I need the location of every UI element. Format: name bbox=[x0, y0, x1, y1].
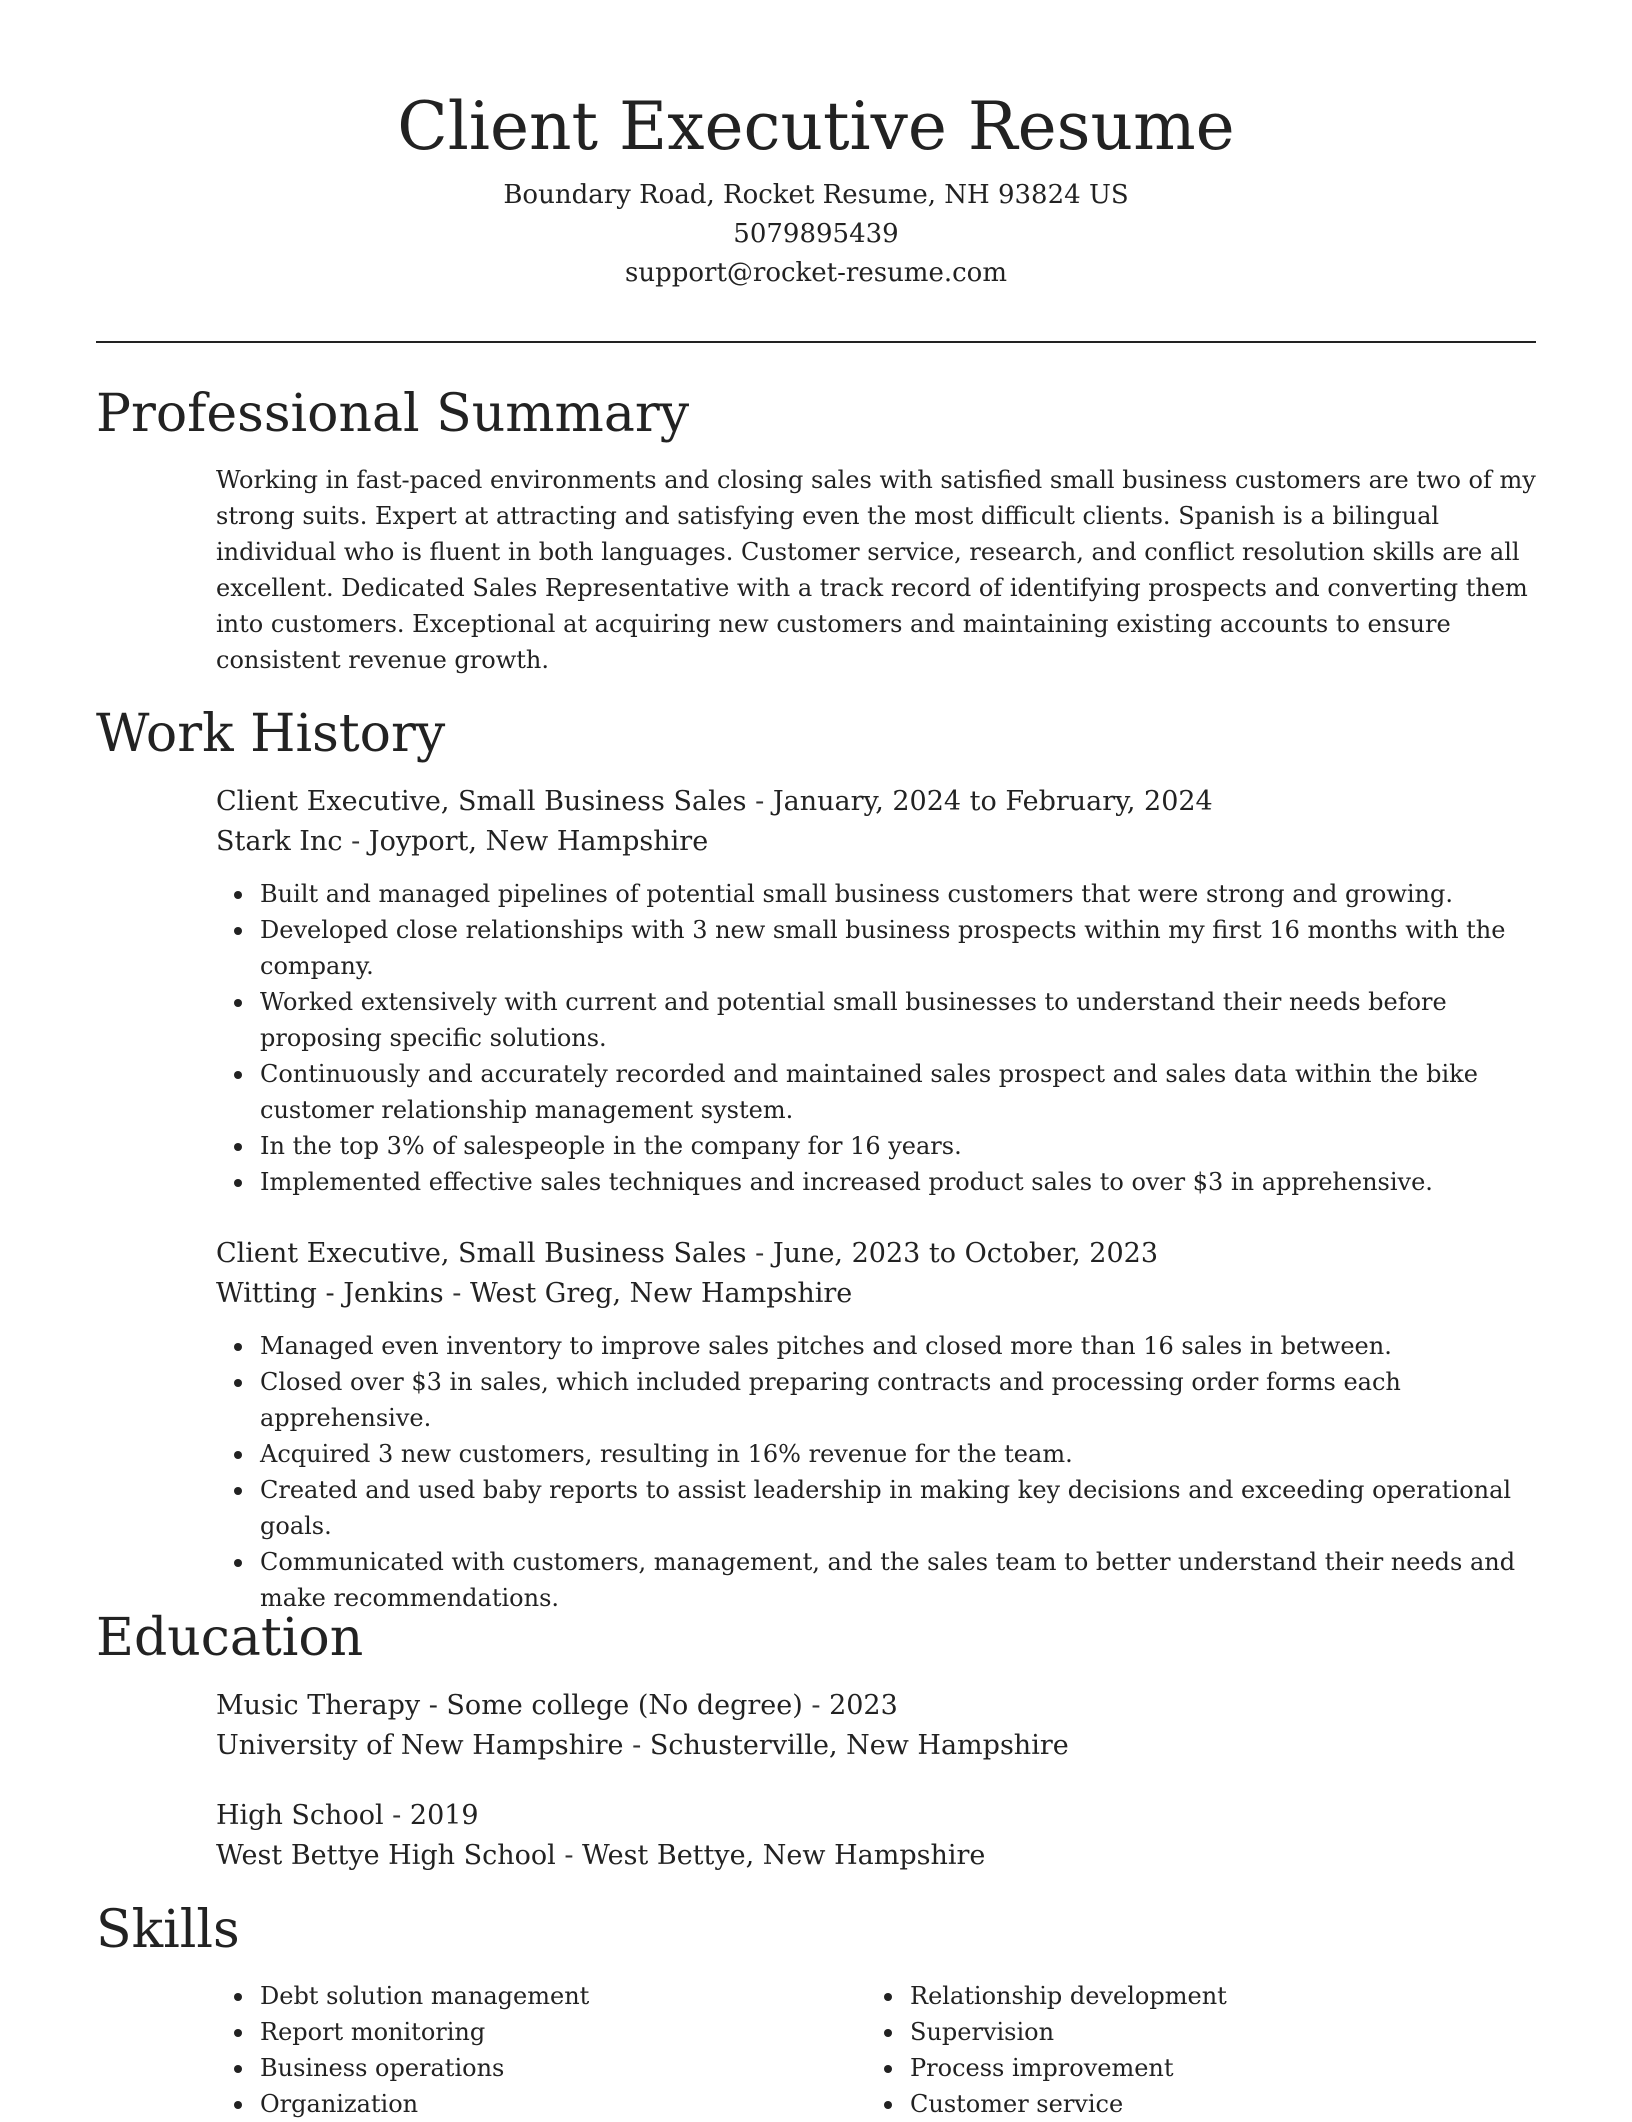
contact-address: Boundary Road, Rocket Resume, NH 93824 US bbox=[503, 180, 1129, 210]
list-item: In the top 3% of salespeople in the company for 16 years. bbox=[260, 1128, 1546, 1164]
page-title: Client Executive Resume bbox=[397, 88, 1235, 165]
summary-heading: Professional Summary bbox=[96, 384, 690, 444]
job-company: Stark Inc bbox=[216, 826, 343, 857]
education-school: University of New Hampshire bbox=[216, 1730, 624, 1761]
separator: - bbox=[443, 1278, 470, 1309]
list-item: Managed even inventory to improve sales pitches and closed more than 16 sales in between. bbox=[260, 1328, 1546, 1364]
list-item: Closed over $3 in sales, which included preparing contracts and processing order forms each apprehensive. bbox=[260, 1364, 1546, 1436]
skill-item: Process improvement bbox=[910, 2050, 1466, 2086]
separator: - bbox=[383, 1800, 410, 1831]
job-company: Witting - Jenkins bbox=[216, 1278, 444, 1309]
separator: - bbox=[802, 1690, 830, 1721]
job-location: West Greg, New Hampshire bbox=[469, 1278, 853, 1309]
list-item: Implemented effective sales techniques and increased product sales to over $3 in apprehensive. bbox=[260, 1164, 1546, 1200]
separator: - bbox=[623, 1730, 650, 1761]
education-heading: Education bbox=[96, 1608, 364, 1668]
skill-item: Supervision bbox=[910, 2014, 1466, 2050]
skills-list-left bbox=[216, 1978, 816, 2122]
skill-item: Debt solution management bbox=[260, 1978, 816, 2014]
education-location: Schusterville, New Hampshire bbox=[649, 1730, 1069, 1761]
summary-text: Working in fast-paced environments and closing sales with satisfied small business customers are two of my strong suits. Expert at attracting and satisfying even the most difficult clients. Spanish is a bilingual individual who is fluent in both languages. Customer service, research, and conflict resolution skills are all excellent. Dedicated Sales Representative with a track record of identifying prospects and converting them into customers. Exceptional at acquiring new customers and maintaining existing accounts to ensure consistent revenue growth. bbox=[216, 466, 1536, 674]
job-dates: January, 2024 to February, 2024 bbox=[772, 786, 1213, 817]
job-title: Client Executive, Small Business Sales bbox=[216, 1238, 747, 1269]
education-degree: High School bbox=[216, 1800, 384, 1831]
job-bullets bbox=[216, 1328, 1546, 1616]
list-item: Developed close relationships with 3 new small business prospects within my first 16 months with the company. bbox=[260, 912, 1546, 984]
list-item: Communicated with customers, management, and the sales team to better understand their needs and make recommendations. bbox=[260, 1544, 1546, 1616]
job-title-line bbox=[216, 782, 1213, 822]
education-school-line bbox=[216, 1836, 985, 1876]
separator: - bbox=[746, 1238, 773, 1269]
skill-item: Organization bbox=[260, 2086, 816, 2122]
job-title-line bbox=[216, 1234, 1158, 1274]
skills-list-right bbox=[866, 1978, 1466, 2122]
education-degree-line bbox=[216, 1796, 479, 1836]
skill-item: Customer service bbox=[910, 2086, 1466, 2122]
education-degree: Music Therapy - Some college (No degree) bbox=[216, 1690, 803, 1721]
separator: - bbox=[342, 826, 369, 857]
contact-email: support@rocket-resume.com bbox=[624, 258, 1007, 288]
education-degree-line bbox=[216, 1686, 898, 1726]
job-location: Joyport, New Hampshire bbox=[368, 826, 709, 857]
education-location: West Bettye, New Hampshire bbox=[582, 1840, 986, 1871]
education-year: 2019 bbox=[409, 1800, 479, 1831]
header-divider bbox=[96, 341, 1536, 343]
job-company-line bbox=[216, 822, 708, 862]
list-item: Created and used baby reports to assist leadership in making key decisions and exceeding operational goals. bbox=[260, 1472, 1546, 1544]
job-bullets bbox=[216, 876, 1546, 1200]
work-history-heading: Work History bbox=[96, 704, 446, 764]
resume-header bbox=[0, 78, 1632, 293]
contact-phone: 5079895439 bbox=[733, 219, 899, 249]
education-school-line bbox=[216, 1726, 1069, 1766]
list-item: Continuously and accurately recorded and maintained sales prospect and sales data within the bike customer relationship management system. bbox=[260, 1056, 1546, 1128]
skill-item: Business operations bbox=[260, 2050, 816, 2086]
skill-item: Relationship development bbox=[910, 1978, 1466, 2014]
skill-item: Report monitoring bbox=[260, 2014, 816, 2050]
education-school: West Bettye High School bbox=[216, 1840, 556, 1871]
education-year: 2023 bbox=[829, 1690, 898, 1721]
separator: - bbox=[746, 786, 773, 817]
job-company-line bbox=[216, 1274, 852, 1314]
contact-block bbox=[0, 176, 1632, 293]
job-title: Client Executive, Small Business Sales bbox=[216, 786, 747, 817]
skills-heading: Skills bbox=[96, 1900, 240, 1960]
separator: - bbox=[555, 1840, 583, 1871]
job-dates: June, 2023 to October, 2023 bbox=[772, 1238, 1159, 1269]
list-item: Built and managed pipelines of potential small business customers that were strong and growing. bbox=[260, 876, 1546, 912]
list-item: Acquired 3 new customers, resulting in 16% revenue for the team. bbox=[260, 1436, 1546, 1472]
list-item: Worked extensively with current and potential small businesses to understand their needs before proposing specific solutions. bbox=[260, 984, 1546, 1056]
